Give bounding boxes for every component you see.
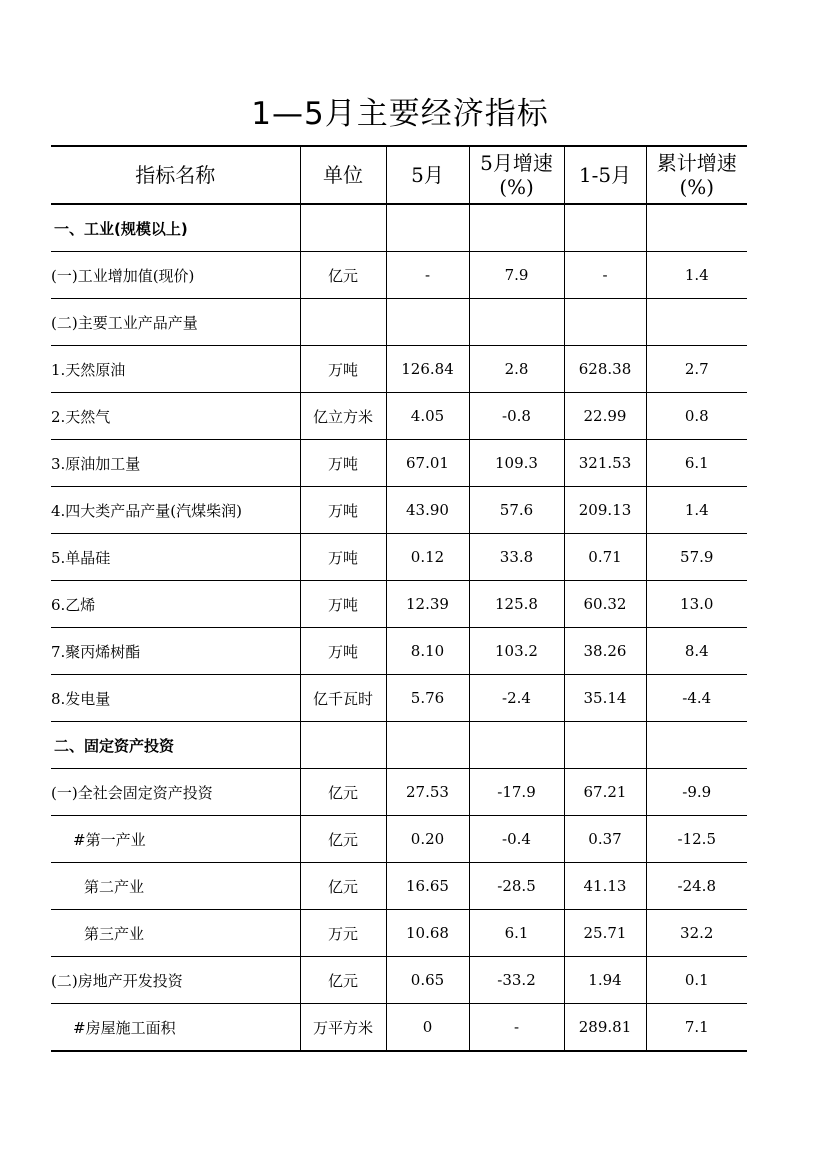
header-may-growth [469, 146, 564, 204]
table-row [51, 910, 747, 957]
table-row [51, 487, 747, 534]
header-ytd: 1-5月 [564, 146, 646, 204]
indicator-name: 8.发电量 [51, 675, 300, 722]
ytd-growth-value: -4.4 [646, 675, 747, 722]
table-header-row [51, 146, 747, 204]
ytd-value: 1.94 [564, 957, 646, 1004]
may-value: 43.90 [386, 487, 469, 534]
table-row [51, 1004, 747, 1052]
ytd-growth-value: 0.8 [646, 393, 747, 440]
ytd-growth-value: 32.2 [646, 910, 747, 957]
ytd-growth-value: 2.7 [646, 346, 747, 393]
table-row [51, 393, 747, 440]
indicator-unit: 亿元 [300, 863, 386, 910]
ytd-growth-value: 1.4 [646, 487, 747, 534]
may-value: 12.39 [386, 581, 469, 628]
may-growth-value [469, 204, 564, 252]
indicator-unit: 万吨 [300, 581, 386, 628]
ytd-growth-value [646, 204, 747, 252]
table-row [51, 299, 747, 346]
ytd-growth-value: -24.8 [646, 863, 747, 910]
indicator-unit [300, 722, 386, 769]
ytd-value: 38.26 [564, 628, 646, 675]
indicator-unit: 亿元 [300, 816, 386, 863]
indicator-name: (一)全社会固定资产投资 [51, 769, 300, 816]
may-growth-value: 109.3 [469, 440, 564, 487]
ytd-value: 321.53 [564, 440, 646, 487]
table-row [51, 252, 747, 299]
may-growth-value: 103.2 [469, 628, 564, 675]
header-ytd-growth [646, 146, 747, 204]
ytd-value: 22.99 [564, 393, 646, 440]
indicator-name: 第三产业 [51, 910, 300, 957]
may-growth-value [469, 299, 564, 346]
indicator-name: 第二产业 [51, 863, 300, 910]
indicator-unit [300, 299, 386, 346]
indicator-name: (二)房地产开发投资 [51, 957, 300, 1004]
indicator-name: 2.天然气 [51, 393, 300, 440]
indicator-name: 4.四大类产品产量(汽煤柴润) [51, 487, 300, 534]
may-growth-value: 125.8 [469, 581, 564, 628]
header-may: 5月 [386, 146, 469, 204]
ytd-growth-value [646, 722, 747, 769]
may-value: 27.53 [386, 769, 469, 816]
may-growth-value: 33.8 [469, 534, 564, 581]
may-value: 16.65 [386, 863, 469, 910]
page-title: 1—5月主要经济指标 [251, 96, 549, 132]
may-growth-value: 2.8 [469, 346, 564, 393]
indicator-name: 3.原油加工量 [51, 440, 300, 487]
indicator-unit: 万吨 [300, 346, 386, 393]
ytd-growth-value: -12.5 [646, 816, 747, 863]
ytd-growth-value: 57.9 [646, 534, 747, 581]
indicator-name: 二、固定资产投资 [51, 722, 300, 769]
table-row [51, 581, 747, 628]
may-value: 4.05 [386, 393, 469, 440]
ytd-growth-value [646, 299, 747, 346]
table-row [51, 769, 747, 816]
may-growth-value: -33.2 [469, 957, 564, 1004]
table-row [51, 204, 747, 252]
ytd-value: 289.81 [564, 1004, 646, 1052]
table-row [51, 534, 747, 581]
table-row [51, 722, 747, 769]
ytd-growth-value: 8.4 [646, 628, 747, 675]
may-growth-value: -17.9 [469, 769, 564, 816]
may-value: 8.10 [386, 628, 469, 675]
may-growth-value: -2.4 [469, 675, 564, 722]
indicator-unit: 亿千瓦时 [300, 675, 386, 722]
may-value: - [386, 252, 469, 299]
may-growth-value [469, 722, 564, 769]
ytd-value: - [564, 252, 646, 299]
table-row [51, 863, 747, 910]
ytd-value [564, 204, 646, 252]
may-value: 0.65 [386, 957, 469, 1004]
may-value: 67.01 [386, 440, 469, 487]
may-value [386, 299, 469, 346]
indicator-name: (二)主要工业产品产量 [51, 299, 300, 346]
indicator-unit: 万吨 [300, 487, 386, 534]
indicator-unit: 亿元 [300, 769, 386, 816]
may-value: 0.12 [386, 534, 469, 581]
may-value: 0 [386, 1004, 469, 1052]
indicator-name: #房屋施工面积 [51, 1004, 300, 1052]
indicator-unit: 万平方米 [300, 1004, 386, 1052]
table-row [51, 628, 747, 675]
table-row [51, 816, 747, 863]
indicator-name: 7.聚丙烯树酯 [51, 628, 300, 675]
may-growth-value: - [469, 1004, 564, 1052]
ytd-value: 209.13 [564, 487, 646, 534]
indicator-unit: 万元 [300, 910, 386, 957]
may-growth-value: -28.5 [469, 863, 564, 910]
ytd-value: 0.37 [564, 816, 646, 863]
may-growth-value: 7.9 [469, 252, 564, 299]
may-growth-value: -0.4 [469, 816, 564, 863]
header-unit: 单位 [300, 146, 386, 204]
indicator-name: (一)工业增加值(现价) [51, 252, 300, 299]
may-value [386, 204, 469, 252]
ytd-value: 0.71 [564, 534, 646, 581]
ytd-growth-value: 13.0 [646, 581, 747, 628]
may-growth-value: -0.8 [469, 393, 564, 440]
indicator-unit [300, 204, 386, 252]
ytd-value [564, 722, 646, 769]
indicator-name: 6.乙烯 [51, 581, 300, 628]
table-row [51, 675, 747, 722]
ytd-growth-value: -9.9 [646, 769, 747, 816]
header-ytd-growth-line2: (%) [679, 175, 715, 199]
indicator-name: 5.单晶硅 [51, 534, 300, 581]
table-row [51, 440, 747, 487]
header-ytd-growth-line1: 累计增速 [656, 151, 737, 175]
may-value [386, 722, 469, 769]
ytd-value: 628.38 [564, 346, 646, 393]
ytd-value: 35.14 [564, 675, 646, 722]
table-row [51, 957, 747, 1004]
indicator-unit: 亿立方米 [300, 393, 386, 440]
may-value: 126.84 [386, 346, 469, 393]
ytd-value: 67.21 [564, 769, 646, 816]
may-growth-value: 6.1 [469, 910, 564, 957]
indicator-name: 1.天然原油 [51, 346, 300, 393]
header-may-growth-line1: 5月增速 [480, 151, 553, 175]
indicator-unit: 亿元 [300, 252, 386, 299]
indicator-name: #第一产业 [51, 816, 300, 863]
indicator-name: 一、工业(规模以上) [51, 204, 300, 252]
ytd-value: 25.71 [564, 910, 646, 957]
indicators-table [51, 145, 747, 1052]
may-growth-value: 57.6 [469, 487, 564, 534]
table-row [51, 346, 747, 393]
ytd-value: 60.32 [564, 581, 646, 628]
indicator-unit: 万吨 [300, 628, 386, 675]
ytd-value: 41.13 [564, 863, 646, 910]
may-value: 5.76 [386, 675, 469, 722]
ytd-value [564, 299, 646, 346]
may-value: 10.68 [386, 910, 469, 957]
header-may-growth-line2: (%) [499, 175, 534, 199]
header-indicator-name: 指标名称 [51, 146, 300, 204]
indicator-unit: 万吨 [300, 440, 386, 487]
ytd-growth-value: 0.1 [646, 957, 747, 1004]
indicator-unit: 亿元 [300, 957, 386, 1004]
indicator-unit: 万吨 [300, 534, 386, 581]
may-value: 0.20 [386, 816, 469, 863]
ytd-growth-value: 1.4 [646, 252, 747, 299]
ytd-growth-value: 6.1 [646, 440, 747, 487]
ytd-growth-value: 7.1 [646, 1004, 747, 1052]
